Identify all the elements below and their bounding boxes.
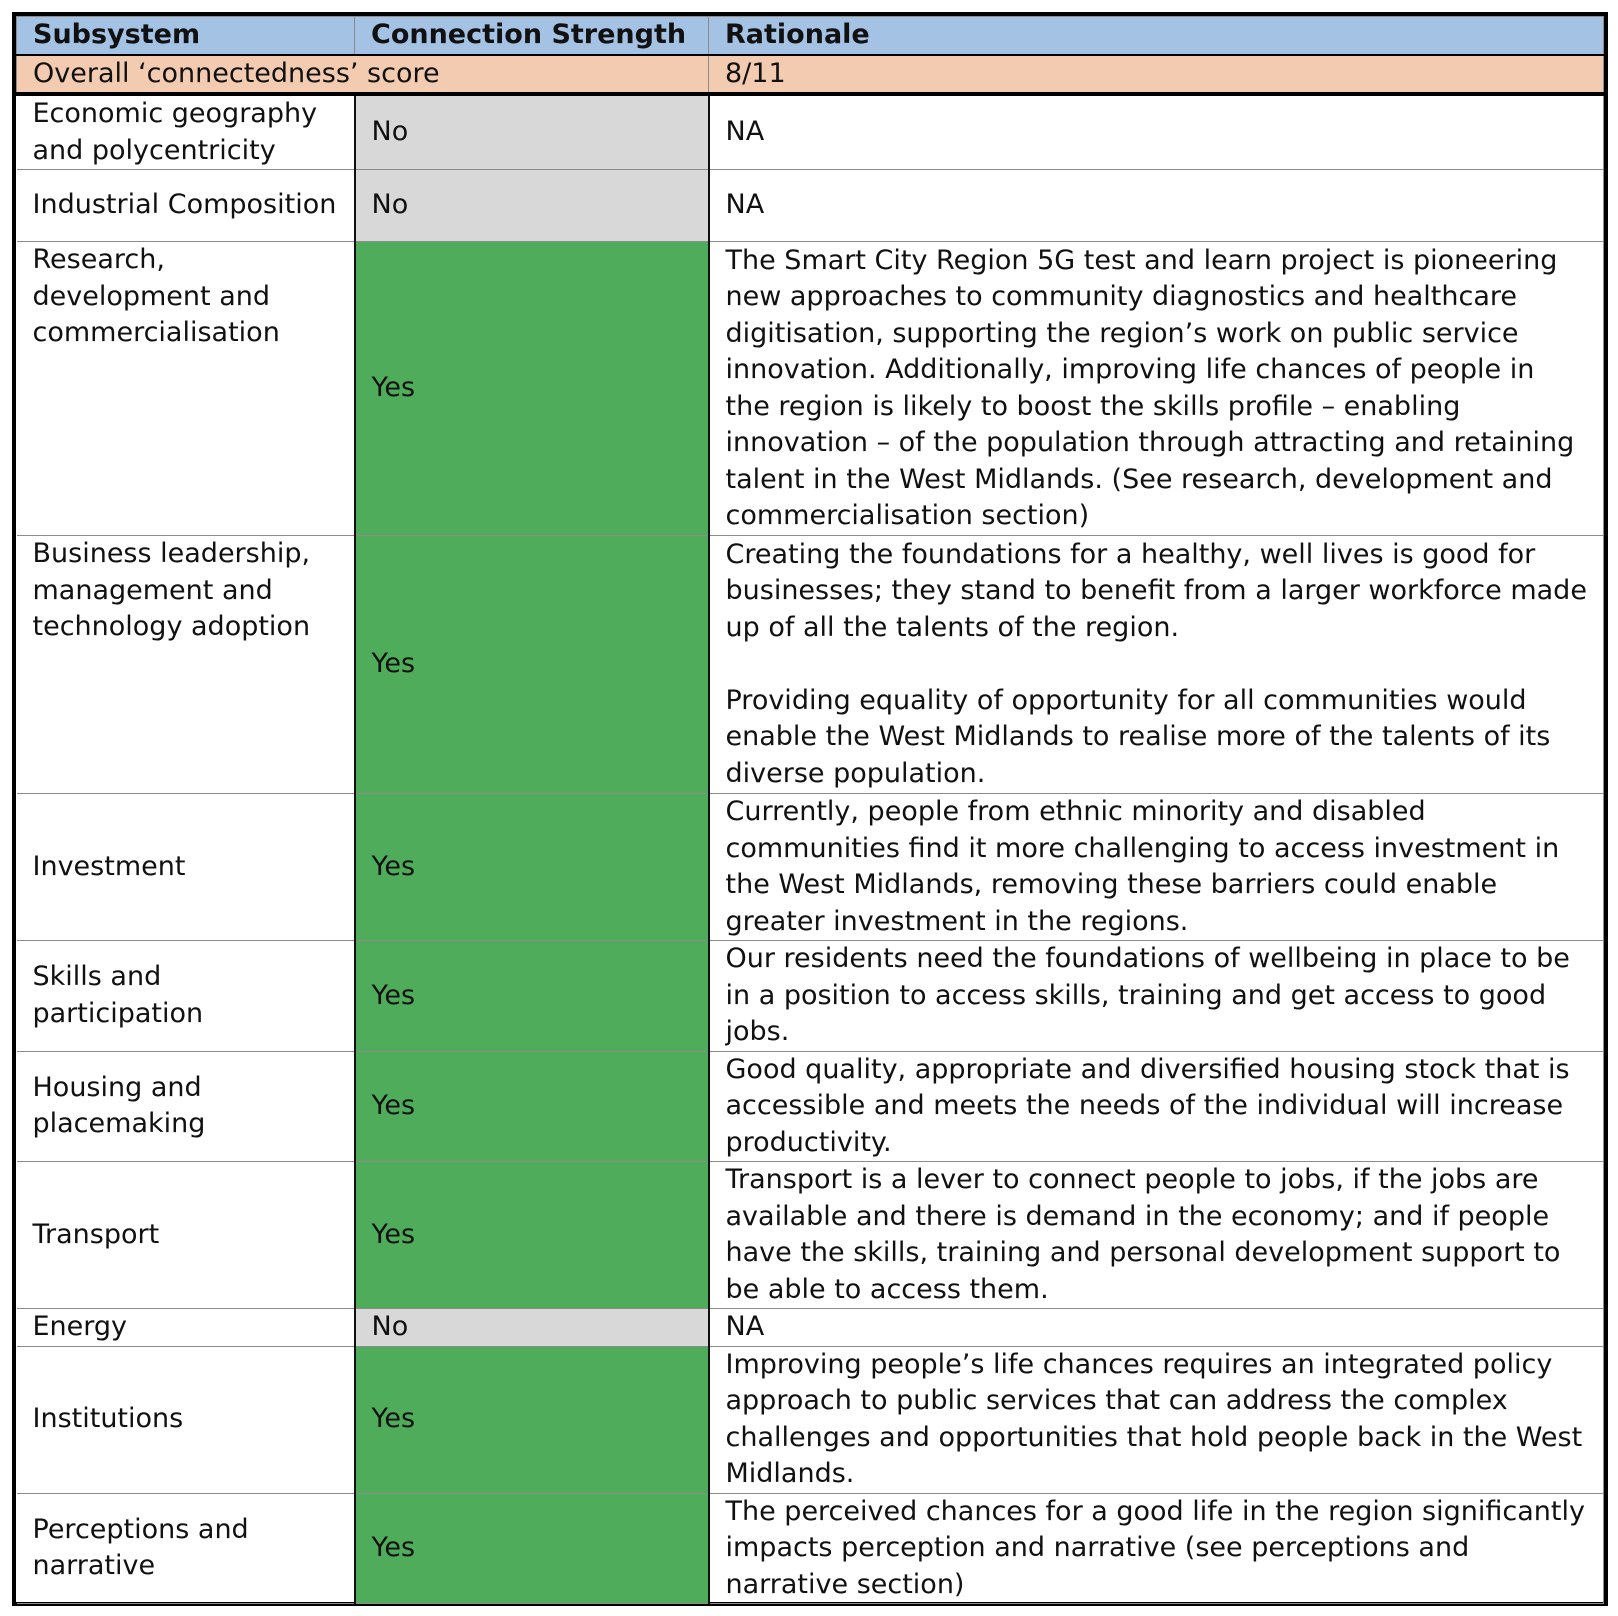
subsystem-cell: Energy: [17, 1309, 355, 1347]
subsystem-cell: Investment: [17, 794, 355, 941]
score-value: 8/11: [709, 55, 1604, 95]
header-connection-strength: Connection Strength: [355, 17, 709, 55]
subsystem-cell: Skills and participation: [17, 941, 355, 1052]
table-row: [17, 170, 1604, 242]
subsystem-cell: Perceptions and narrative: [17, 1493, 355, 1604]
rationale-cell: Currently, people from ethnic minority and disabled communities find it more challenging to access investment in the West Midlands, removing these barriers could enable greater investment in the regions.: [709, 794, 1604, 941]
rationale-cell: NA: [709, 94, 1604, 170]
subsystem-cell: Housing and placemaking: [17, 1051, 355, 1162]
subsystem-cell: Business leadership, management and technology adoption: [17, 536, 355, 794]
strength-cell: No: [355, 170, 709, 242]
strength-cell: Yes: [355, 536, 709, 794]
table-row: [17, 536, 1604, 794]
subsystem-cell: Institutions: [17, 1346, 355, 1493]
strength-cell: Yes: [355, 1346, 709, 1493]
strength-cell: No: [355, 94, 709, 170]
header-row: [17, 17, 1604, 55]
strength-cell: Yes: [355, 242, 709, 536]
header-subsystem: Subsystem: [17, 17, 355, 55]
strength-cell: Yes: [355, 794, 709, 941]
subsystem-cell: Transport: [17, 1162, 355, 1309]
subsystem-cell: Industrial Composition: [17, 170, 355, 242]
subsystem-cell: Economic geography and polycentricity: [17, 94, 355, 170]
table-row: [17, 1051, 1604, 1162]
rationale-cell: The Smart City Region 5G test and learn project is pioneering new approaches to community diagnostics and healthcare digitisation, supporting the region’s work on public service innovation. Additionally, improving life chances of people in the region is likely to boost the skills profile – enabling innovation – of the population through attracting and retaining talent in the West Midlands. (See research, development and commercialisation section): [709, 242, 1604, 536]
score-label: Overall ‘connectedness’ score: [17, 55, 709, 95]
strength-cell: Yes: [355, 1051, 709, 1162]
strength-cell: Yes: [355, 1493, 709, 1604]
table-row: [17, 242, 1604, 536]
rationale-cell: NA: [709, 1309, 1604, 1347]
table-row: [17, 794, 1604, 941]
rationale-cell: Transport is a lever to connect people to jobs, if the jobs are available and there is demand in the economy; and if people have the skills, training and personal development support to be able to access them.: [709, 1162, 1604, 1309]
strength-cell: Yes: [355, 1162, 709, 1309]
rationale-cell: Improving people’s life chances requires an integrated policy approach to public services that can address the complex challenges and opportunities that hold people back in the West Midlands.: [709, 1346, 1604, 1493]
rationale-cell: The perceived chances for a good life in the region significantly impacts perception and narrative (see perceptions and narrative section): [709, 1493, 1604, 1604]
table-row: [17, 1493, 1604, 1604]
table-row: [17, 1309, 1604, 1347]
subsystem-cell: Research, development and commercialisation: [17, 242, 355, 536]
table-row: [17, 941, 1604, 1052]
table-row: [17, 1162, 1604, 1309]
rationale-cell: NA: [709, 170, 1604, 242]
table-row: [17, 1346, 1604, 1493]
score-row: [17, 55, 1604, 95]
rationale-cell: Good quality, appropriate and diversified housing stock that is accessible and meets the needs of the individual will increase productivity.: [709, 1051, 1604, 1162]
connectedness-table-frame: [12, 12, 1608, 1606]
rationale-cell: Our residents need the foundations of wellbeing in place to be in a position to access skills, training and get access to good jobs.: [709, 941, 1604, 1052]
strength-cell: No: [355, 1309, 709, 1347]
rationale-cell: Creating the foundations for a healthy, well lives is good for businesses; they stand to benefit from a larger workforce made up of all the talents of the region. Providing equality of opportunity for all communities would enable the West Midlands to realise more of the talents of its diverse population.: [709, 536, 1604, 794]
connectedness-table: [16, 16, 1604, 1604]
header-rationale: Rationale: [709, 17, 1604, 55]
table-row: [17, 94, 1604, 170]
strength-cell: Yes: [355, 941, 709, 1052]
